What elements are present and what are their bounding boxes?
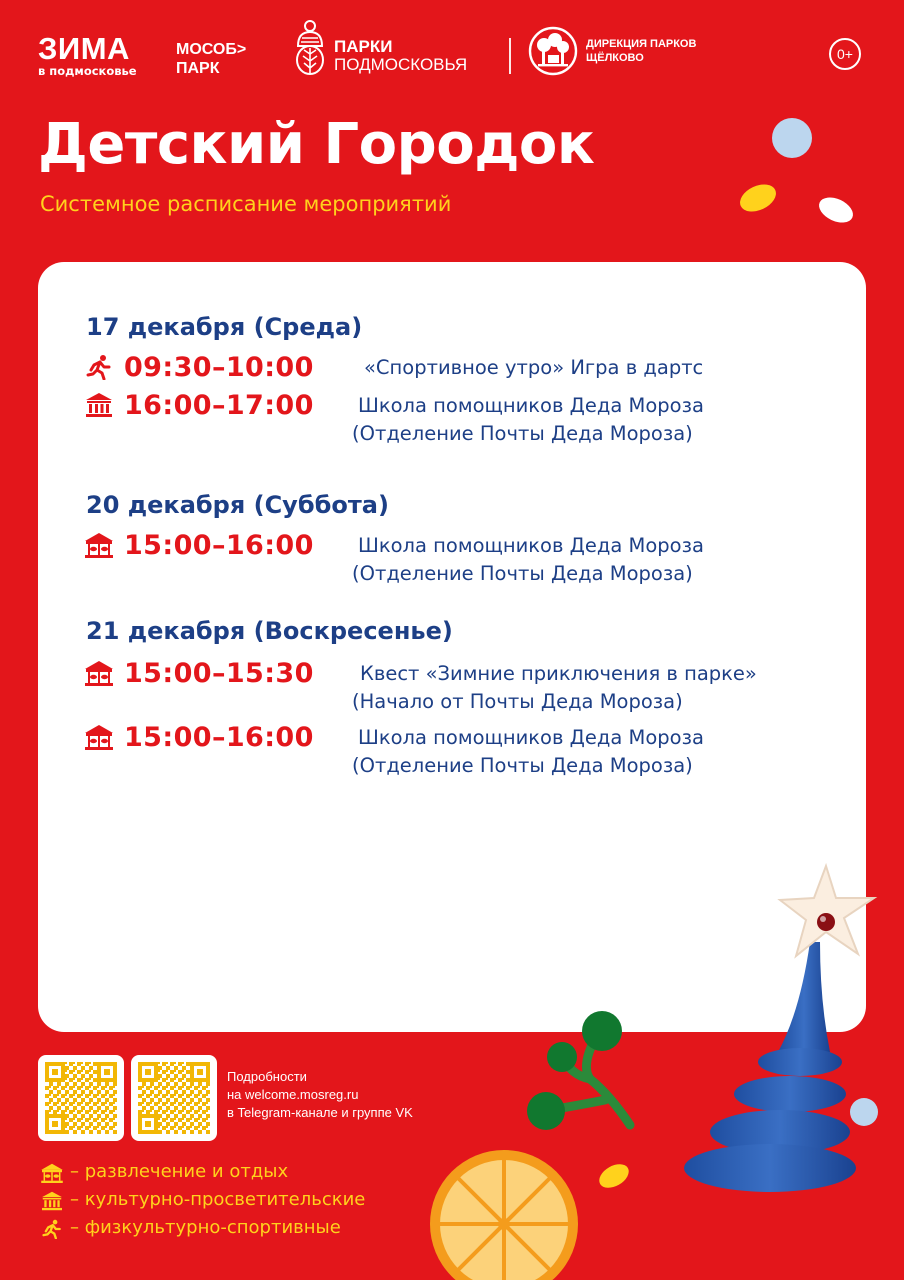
legend-label: – культурно-просветительские xyxy=(70,1189,366,1210)
direction-parks-logo xyxy=(528,26,728,78)
day-heading: 20 декабря (Суббота) xyxy=(86,491,389,519)
event-row xyxy=(84,388,844,445)
parki-logo-line1: ПАРКИ xyxy=(334,37,393,56)
event-location: (Отделение Почты Деда Мороза) xyxy=(352,754,693,777)
orange-slice-decoration xyxy=(428,1148,580,1280)
legend-label: – развлечение и отдых xyxy=(70,1161,289,1182)
parki-logo-line2: ПОДМОСКОВЬЯ xyxy=(334,55,468,74)
qr-code-website[interactable] xyxy=(38,1055,124,1141)
event-time: 15:00–16:00 xyxy=(124,722,314,753)
museum-icon xyxy=(84,392,114,418)
running-person-icon xyxy=(84,354,114,380)
event-title: Школа помощников Деда Мороза xyxy=(358,394,704,417)
details-line: Подробности xyxy=(227,1069,307,1084)
carousel-icon xyxy=(84,532,114,558)
details-text xyxy=(227,1068,413,1122)
event-row xyxy=(84,720,844,777)
confetti-decoration-bottom xyxy=(588,1092,888,1202)
qr-code-social[interactable] xyxy=(131,1055,217,1141)
event-row xyxy=(84,528,844,585)
qr-code-icon xyxy=(45,1062,117,1134)
day-heading: 17 декабря (Среда) xyxy=(86,313,363,341)
event-time: 15:00–15:30 xyxy=(124,658,314,689)
event-time: 16:00–17:00 xyxy=(124,390,314,421)
page-subtitle: Системное расписание мероприятий xyxy=(40,192,452,216)
park-emblem-icon xyxy=(528,26,578,76)
direction-logo-line2: ЩЁЛКОВО xyxy=(586,52,644,64)
event-location: (Отделение Почты Деда Мороза) xyxy=(352,422,693,445)
zima-logo xyxy=(38,31,137,78)
running-person-icon xyxy=(40,1219,64,1239)
day-heading: 21 декабря (Воскресенье) xyxy=(86,617,453,645)
event-row xyxy=(84,656,844,713)
age-rating-badge: 0+ xyxy=(829,38,861,70)
legend-label: – физкультурно-спортивные xyxy=(70,1217,341,1238)
parki-podmoskovya-logo xyxy=(290,20,500,80)
carousel-icon xyxy=(40,1163,64,1183)
museum-icon xyxy=(40,1191,64,1211)
event-time: 15:00–16:00 xyxy=(124,530,314,561)
header-divider xyxy=(509,38,511,74)
event-row xyxy=(84,350,844,386)
event-time: 09:30–10:00 xyxy=(124,352,314,383)
zima-logo-subtitle: в подмосковье xyxy=(38,64,137,78)
event-location: (Отделение Почты Деда Мороза) xyxy=(352,562,693,585)
mosobpark-logo xyxy=(176,40,246,78)
confetti-decoration xyxy=(730,110,860,240)
qr-code-icon xyxy=(138,1062,210,1134)
event-title: Школа помощников Деда Мороза xyxy=(358,726,704,749)
details-website[interactable]: на welcome.mosreg.ru xyxy=(227,1087,359,1102)
event-title: «Спортивное утро» Игра в дартс xyxy=(364,356,704,379)
page-title: Детский Городок xyxy=(38,112,595,177)
mosobpark-logo-line1: МОСОБ> xyxy=(176,41,247,58)
zima-logo-title: ЗИМА xyxy=(38,31,130,66)
direction-logo-line1: ДИРЕКЦИЯ ПАРКОВ xyxy=(586,38,697,50)
event-title: Квест «Зимние приключения в парке» xyxy=(360,662,757,685)
mosobpark-logo-line2: ПАРК xyxy=(176,60,220,77)
event-location: (Начало от Почты Деда Мороза) xyxy=(352,690,683,713)
details-line: в Telegram-канале и группе VK xyxy=(227,1105,413,1120)
tree-hat-icon xyxy=(290,20,330,76)
carousel-icon xyxy=(84,660,114,686)
carousel-icon xyxy=(84,724,114,750)
event-title: Школа помощников Деда Мороза xyxy=(358,534,704,557)
